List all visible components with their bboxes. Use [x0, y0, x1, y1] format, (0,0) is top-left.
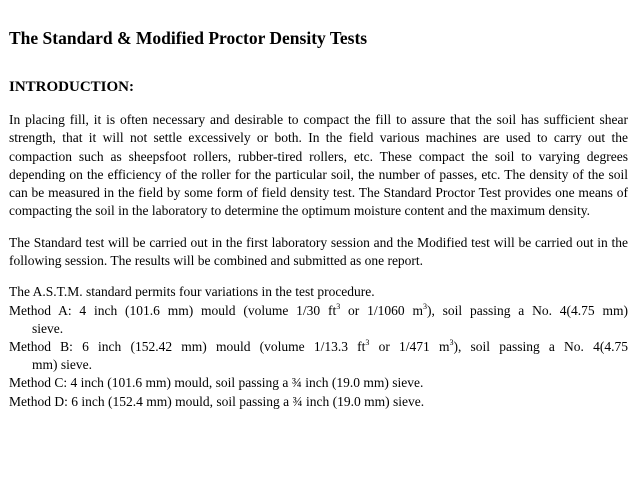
- method-a-line: [9, 302, 628, 320]
- method-a-superscript-1: 3: [336, 301, 341, 311]
- method-a-prefix: Method A: 4 inch (101.6 mm) mould (volume 1/30 ft: [9, 302, 337, 318]
- method-d-line: Method D: 6 inch (152.4 mm) mould, soil passing a ¾ inch (19.0 mm) sieve.: [9, 393, 425, 409]
- method-b-mid: or 1/471 m: [369, 338, 450, 354]
- method-a-continuation: sieve.: [32, 320, 64, 336]
- document-title: The Standard & Modified Proctor Density Tests: [9, 28, 368, 48]
- method-a-mid: or 1/1060 m: [340, 302, 423, 318]
- methods-list: [9, 283, 628, 410]
- method-c-line: Method C: 4 inch (101.6 mm) mould, soil passing a ¾ inch (19.0 mm) sieve.: [9, 375, 424, 391]
- method-b-line: [9, 338, 628, 356]
- section-heading-introduction: INTRODUCTION:: [9, 79, 135, 95]
- method-a-suffix: ), soil passing a No. 4(4.75 mm): [426, 302, 628, 318]
- introduction-paragraph: In placing fill, it is often necessary and desirable to compact the fill to assure that the soil has sufficient shear strength, that it will not settle excessively or both. In the field various machines are used to carry out the compaction such as sheepsfoot rollers, rubber-tired rollers, etc. These compact the soil to varying degrees depending on the efficiency of the roller for the particular soil, the number of passes, etc. The density of the soil can be measured in the field by some form of field density test. The Standard Proctor Test provides one means of compacting the soil in the laboratory to determine the optimum moisture content and the maximum density.: [9, 112, 628, 219]
- method-b-suffix: ), soil passing a No. 4(4.75: [453, 338, 628, 354]
- method-a-superscript-2: 3: [422, 301, 427, 311]
- methods-intro: The A.S.T.M. standard permits four variations in the test procedure.: [9, 284, 375, 300]
- sessions-paragraph: The Standard test will be carried out in the first laboratory session and the Modified test will be carried out in the following session. The results will be combined and submitted as one report.: [9, 234, 628, 269]
- method-b-superscript-2: 3: [449, 337, 454, 347]
- method-b-prefix: Method B: 6 inch (152.42 mm) mould (volume 1/13.3 ft: [9, 338, 366, 354]
- method-b-continuation: mm) sieve.: [32, 357, 92, 373]
- method-b-superscript-1: 3: [365, 337, 370, 347]
